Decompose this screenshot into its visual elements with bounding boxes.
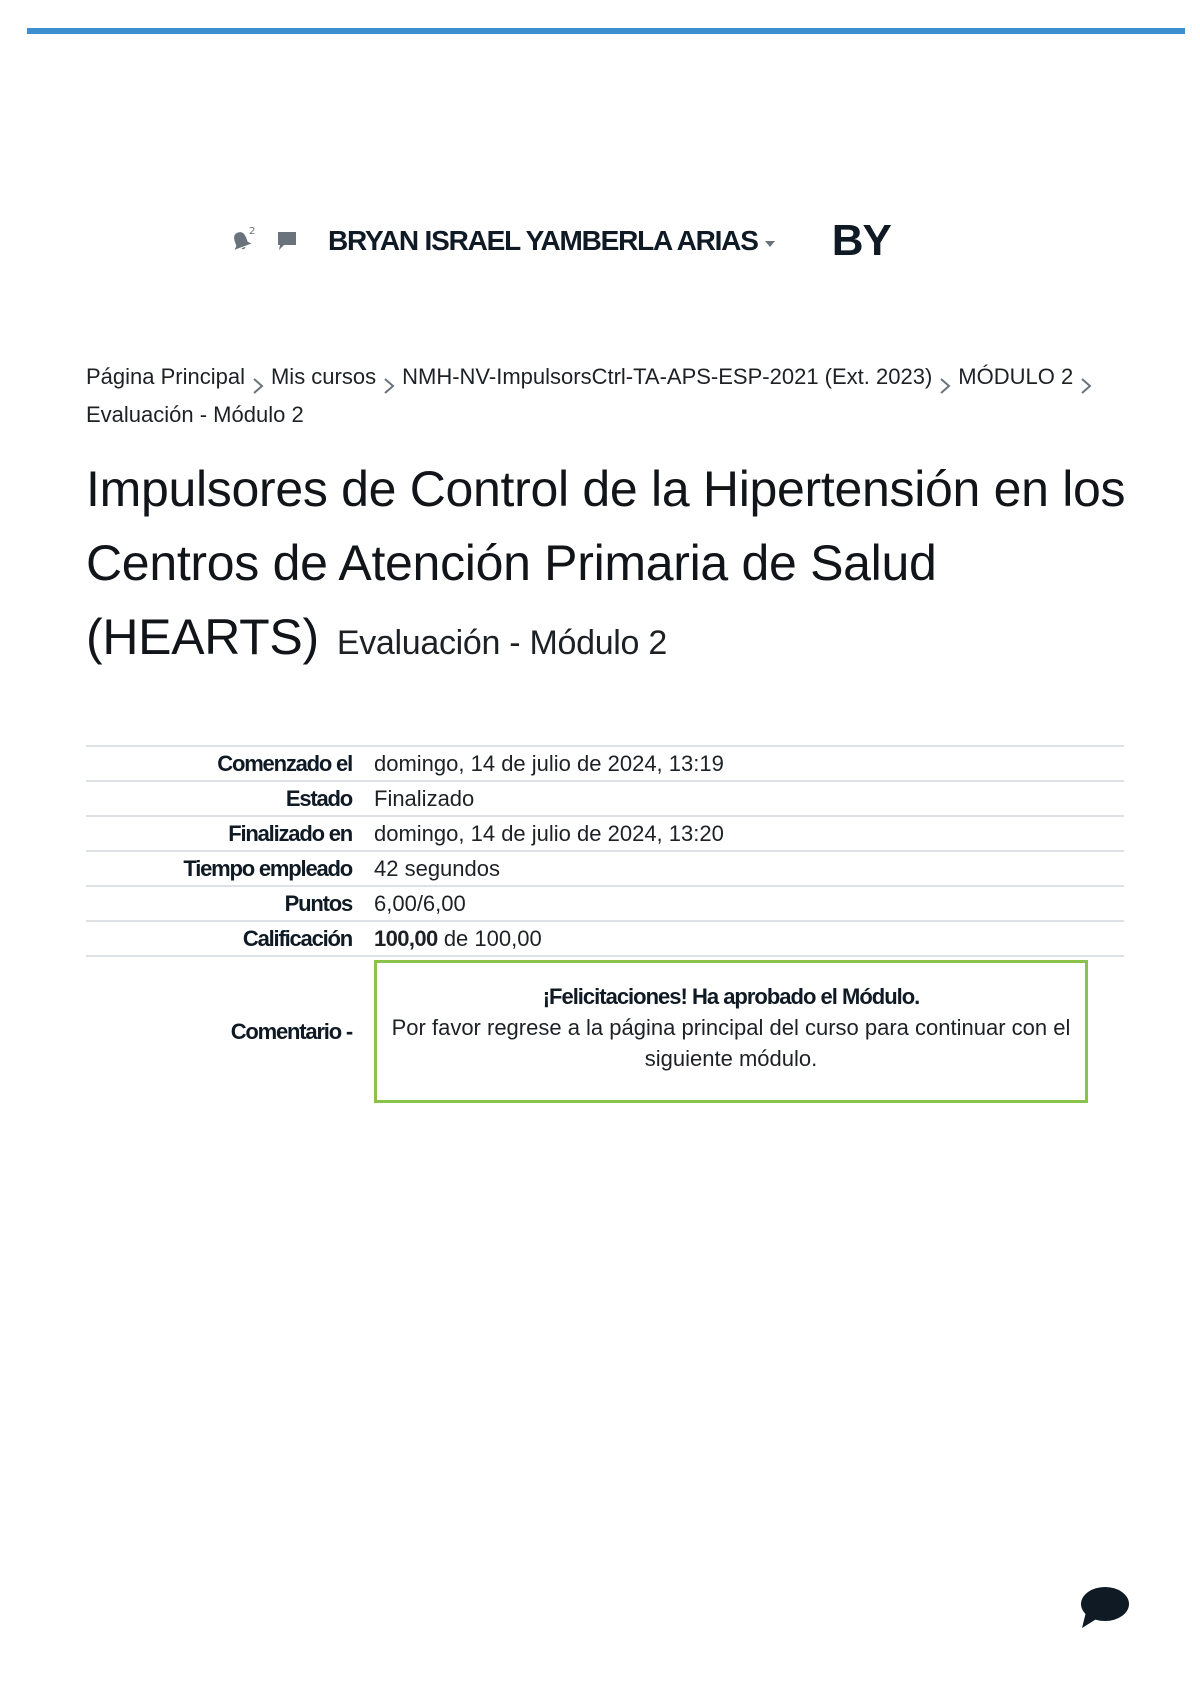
row-label: Calificación [86, 921, 352, 956]
notification-count-badge: 2 [249, 226, 256, 237]
row-value: 42 segundos [352, 851, 1124, 886]
bell-icon[interactable] [226, 226, 256, 256]
row-label: Tiempo empleado [86, 851, 352, 886]
breadcrumb-module[interactable]: MÓDULO 2 [958, 364, 1074, 389]
table-row [86, 746, 1124, 781]
table-row [86, 781, 1124, 816]
table-row [86, 816, 1124, 851]
chat-bubble-icon[interactable] [1078, 1584, 1130, 1632]
feedback-box [374, 960, 1088, 1103]
top-accent-bar [27, 28, 1185, 34]
row-label: Finalizado en [86, 816, 352, 851]
breadcrumb-course[interactable]: NMH-NV-ImpulsorsCtrl-TA-APS-ESP-2021 (Ext. 2023) [402, 364, 933, 389]
table-row [86, 921, 1124, 956]
grade-value [352, 921, 1124, 956]
chat-icon[interactable] [274, 228, 300, 254]
table-row [86, 851, 1124, 886]
table-row [86, 956, 1124, 1103]
row-label: Comenzado el [86, 746, 352, 781]
breadcrumb-quiz[interactable]: Evaluación - Módulo 2 [86, 402, 304, 427]
chevron-right-icon [939, 368, 951, 384]
quiz-review-summary [86, 745, 1124, 1103]
chevron-right-icon [252, 368, 264, 384]
grade-score: 100,00 [374, 926, 438, 951]
table-row [86, 886, 1124, 921]
breadcrumb [86, 358, 1126, 434]
row-value: Finalizado [352, 781, 1124, 816]
user-navigation [226, 216, 891, 266]
breadcrumb-my-courses[interactable]: Mis cursos [270, 364, 377, 389]
row-value: 6,00/6,00 [352, 886, 1124, 921]
row-value: domingo, 14 de julio de 2024, 13:20 [352, 816, 1124, 851]
breadcrumb-home[interactable]: Página Principal [86, 364, 245, 389]
quiz-subtitle: Evaluación - Módulo 2 [336, 624, 667, 662]
caret-down-icon[interactable] [764, 239, 776, 249]
avatar[interactable]: BY [831, 216, 891, 265]
feedback-text: Por favor regrese a la página principal del curso para continuar con el siguiente módulo. [391, 1015, 1071, 1071]
grade-max: de 100,00 [437, 926, 542, 951]
chevron-right-icon [1080, 368, 1092, 384]
feedback-cell [352, 956, 1124, 1103]
chevron-right-icon [383, 368, 395, 384]
user-menu-name[interactable]: BRYAN ISRAEL YAMBERLA ARIAS [328, 225, 758, 256]
course-title: Impulsores de Control de la Hipertensión en los Centros de Atención Primaria de Salud (HEARTS) [86, 461, 1126, 665]
feedback-label: Comentario - [86, 956, 352, 1103]
feedback-title: ¡Felicitaciones! Ha aprobado el Módulo. [542, 984, 920, 1009]
row-value: domingo, 14 de julio de 2024, 13:19 [352, 746, 1124, 781]
row-label: Estado [86, 781, 352, 816]
page-title [86, 452, 1136, 680]
row-label: Puntos [86, 886, 352, 921]
